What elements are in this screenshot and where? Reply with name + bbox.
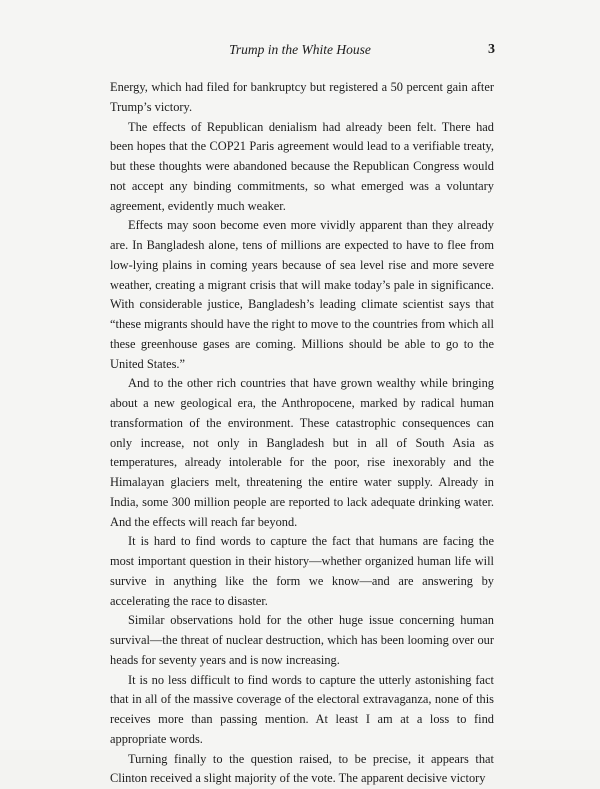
paragraph: And to the other rich countries that have grown wealthy while bringing about a new geological era, the Anthropocene, marked by radical human transformation of the environment. These catastrophic consequences can only increase, not only in Bangladesh but in all of South Asia as temperatures, already intolerable for the poor, rise inexorably and the Himalayan glaciers melt, threatening the entire water supply. Already in India, some 300 million people are reported to lack adequate drinking water. And the effects will reach far beyond.: [110, 374, 494, 532]
paragraph: It is no less difficult to find words to capture the utterly astonishing fact that in all of the massive coverage of the electoral extravaganza, none of this receives more than passing mention. At least I am at a loss to find appropriate words.: [110, 671, 494, 750]
paragraph: It is hard to find words to capture the fact that humans are facing the most important question in their history—whether organized human life will survive in anything like the form we know—and are answering by accelerating the race to disaster.: [110, 532, 494, 611]
paragraph: Similar observations hold for the other huge issue concerning human survival—the threat of nuclear destruction, which has been looming over our heads for seventy years and is now increasing.: [110, 611, 494, 670]
paragraph: Turning finally to the question raised, to be precise, it appears that Clinton received a slight majority of the vote. The apparent decisive victory: [110, 750, 494, 789]
paragraph: The effects of Republican denialism had already been felt. There had been hopes that the COP21 Paris agreement would lead to a verifiable treaty, but these thoughts were abandoned because the Republican Congress would not accept any binding commitments, so what emerged was a voluntary agreement, evidently much weaker.: [110, 118, 494, 217]
page-number: 3: [488, 42, 495, 58]
paragraph: Effects may soon become even more vividly apparent than they already are. In Bangladesh alone, tens of millions are expected to have to flee from low-lying plains in coming years because of sea level rise and more severe weather, creating a migrant crisis that will make today’s pale in significance. With considerable justice, Bangladesh’s leading climate scientist says that “these migrants should have the right to move to the countries from which all these greenhouse gases are coming. Millions should be able to go to the United States.”: [110, 216, 494, 374]
body-text: [110, 78, 494, 789]
running-head-title: Trump in the White House: [0, 42, 600, 58]
paragraph: Energy, which had filed for bankruptcy but registered a 50 percent gain after Trump’s victory.: [110, 78, 494, 118]
